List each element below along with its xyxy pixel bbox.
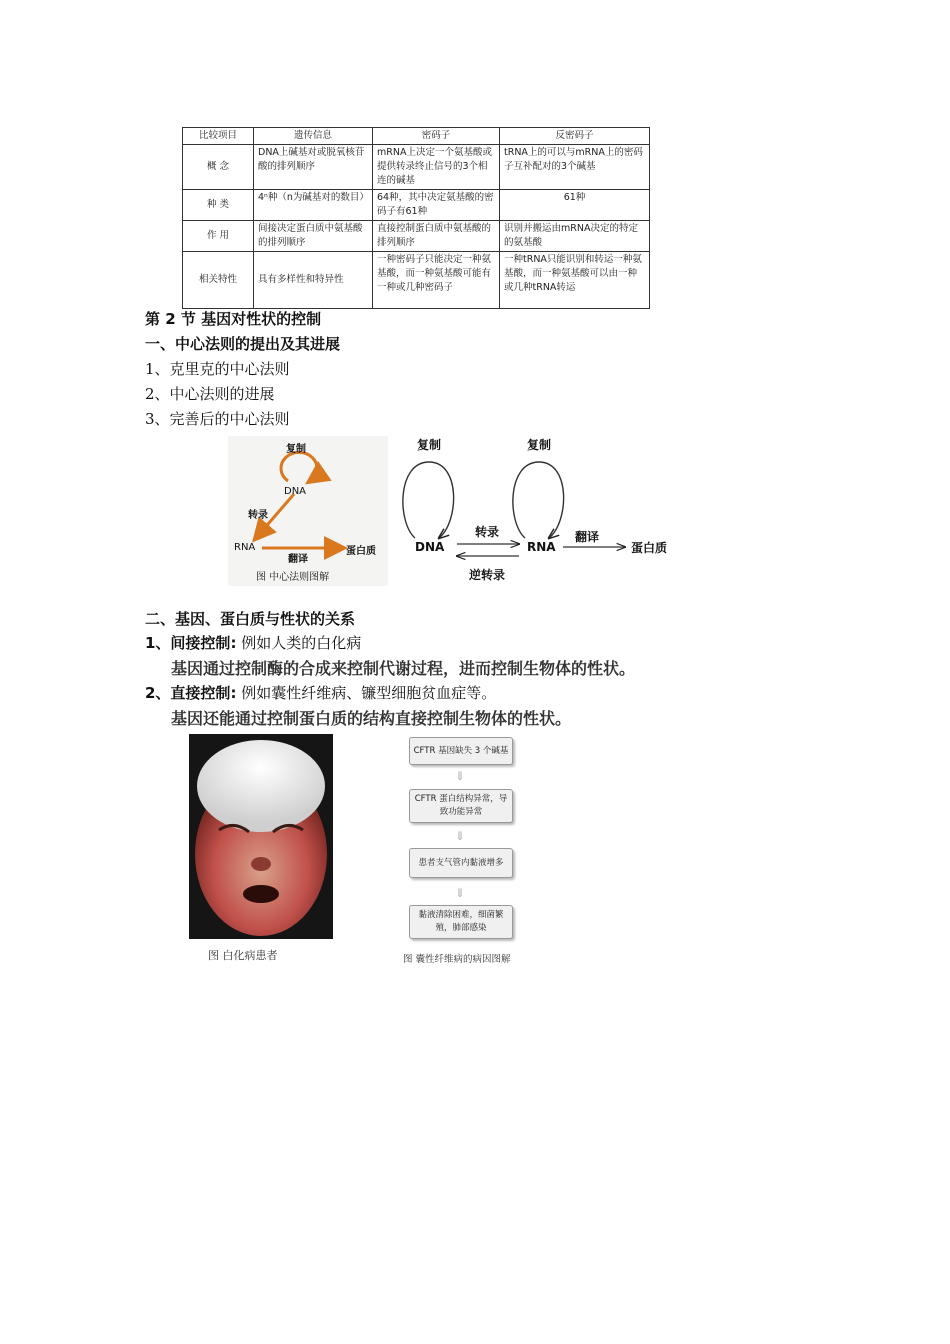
table-header: 反密码子 — [500, 128, 650, 145]
list-item: 3、完善后的中心法则 — [145, 410, 290, 428]
reverse-transcribe-label: 逆转录 — [469, 568, 506, 582]
table-header: 密码子 — [373, 128, 500, 145]
flow-caption: 图 囊性纤维病的病因图解 — [403, 954, 511, 965]
table-header-row — [183, 128, 650, 145]
direct-control-line — [145, 682, 496, 703]
indirect-label: 1、间接控制: — [145, 634, 237, 652]
transcribe-label: 转录 — [248, 510, 268, 521]
crick-central-dogma-figure — [228, 436, 388, 586]
transcribe-label: 转录 — [475, 525, 500, 539]
section-title: 第 2 节 基因对性状的控制 — [145, 310, 322, 328]
row-label: 作 用 — [183, 221, 254, 252]
part1-heading: 一、中心法则的提出及其进展 — [145, 335, 341, 353]
protein-label: 蛋白质 — [631, 541, 668, 555]
figure-caption: 图 中心法则图解 — [256, 572, 330, 583]
table-cell: 4ⁿ种（n为碱基对的数目） — [254, 190, 373, 221]
improved-central-dogma-figure — [395, 432, 685, 588]
list-item: 1、克里克的中心法则 — [145, 360, 290, 378]
direct-label: 2、直接控制: — [145, 684, 237, 702]
comparison-table — [182, 127, 650, 309]
translate-label: 翻译 — [288, 554, 308, 565]
dna-label: DNA — [415, 540, 445, 554]
table-cell: 一种tRNA只能识别和转运一种氨基酸，而一种氨基酸可以由一种或几种tRNA转运 — [500, 252, 650, 309]
table-cell: 直接控制蛋白质中氨基酸的排列顺序 — [373, 221, 500, 252]
table-header: 比较项目 — [183, 128, 254, 145]
table-cell: 间接决定蛋白质中氨基酸的排列顺序 — [254, 221, 373, 252]
table-row — [183, 221, 650, 252]
table-cell: 具有多样性和特异性 — [254, 252, 373, 309]
direct-example: 例如囊性纤维病、镰型细胞贫血症等。 — [236, 684, 497, 702]
replicate-dna-label: 复制 — [417, 438, 442, 452]
albinism-patient-photo — [189, 734, 333, 939]
replicate-rna-label: 复制 — [527, 438, 552, 452]
table-cell: 61种 — [500, 190, 650, 221]
table-row — [183, 252, 650, 309]
table-cell: 识别并搬运由mRNA决定的特定的氨基酸 — [500, 221, 650, 252]
indirect-description: 基因通过控制酶的合成来控制代谢过程，进而控制生物体的性状。 — [171, 659, 636, 678]
flow-step-2: CFTR 蛋白结构异常，导致功能异常 — [409, 789, 513, 823]
down-arrow-icon: ⇓ — [455, 886, 466, 900]
table-row — [183, 190, 650, 221]
flow-step-3: 患者支气管内黏液增多 — [409, 848, 513, 878]
table-row — [183, 145, 650, 190]
row-label: 相关特性 — [183, 252, 254, 309]
down-arrow-icon: ⇓ — [455, 769, 466, 783]
list-item: 2、中心法则的进展 — [145, 385, 275, 403]
protein-label: 蛋白质 — [346, 546, 376, 557]
patient-face-illustration — [189, 734, 333, 939]
table-cell: 一种密码子只能决定一种氨基酸，而一种氨基酸可能有一种或几种密码子 — [373, 252, 500, 309]
down-arrow-icon: ⇓ — [455, 829, 466, 843]
table-cell: 64种，其中决定氨基酸的密码子有61种 — [373, 190, 500, 221]
table-cell: DNA上碱基对或脱氧核苷酸的排列顺序 — [254, 145, 373, 190]
rna-label: RNA — [234, 542, 256, 553]
indirect-control-line — [145, 632, 361, 653]
flow-step-4: 黏液清除困难，细菌繁殖，肺部感染 — [409, 905, 513, 939]
translate-label: 翻译 — [575, 530, 600, 544]
table-cell: tRNA上的可以与mRNA上的密码子互补配对的3个碱基 — [500, 145, 650, 190]
row-label: 种 类 — [183, 190, 254, 221]
flow-step-1: CFTR 基因缺失 3 个碱基 — [409, 737, 513, 765]
table-cell: mRNA上决定一个氨基酸或提供转录终止信号的3个相连的碱基 — [373, 145, 500, 190]
improved-diagram-arrows — [395, 432, 685, 588]
direct-description: 基因还能通过控制蛋白质的结构直接控制生物体的性状。 — [171, 709, 572, 728]
photo-caption: 图 白化病患者 — [208, 949, 278, 962]
dna-label: DNA — [284, 486, 307, 497]
part2-heading: 二、基因、蛋白质与性状的关系 — [145, 610, 356, 628]
table-header: 遗传信息 — [254, 128, 373, 145]
rna-label: RNA — [527, 540, 556, 554]
row-label: 概 念 — [183, 145, 254, 190]
indirect-example: 例如人类的白化病 — [236, 634, 362, 652]
replicate-label: 复制 — [286, 444, 306, 455]
